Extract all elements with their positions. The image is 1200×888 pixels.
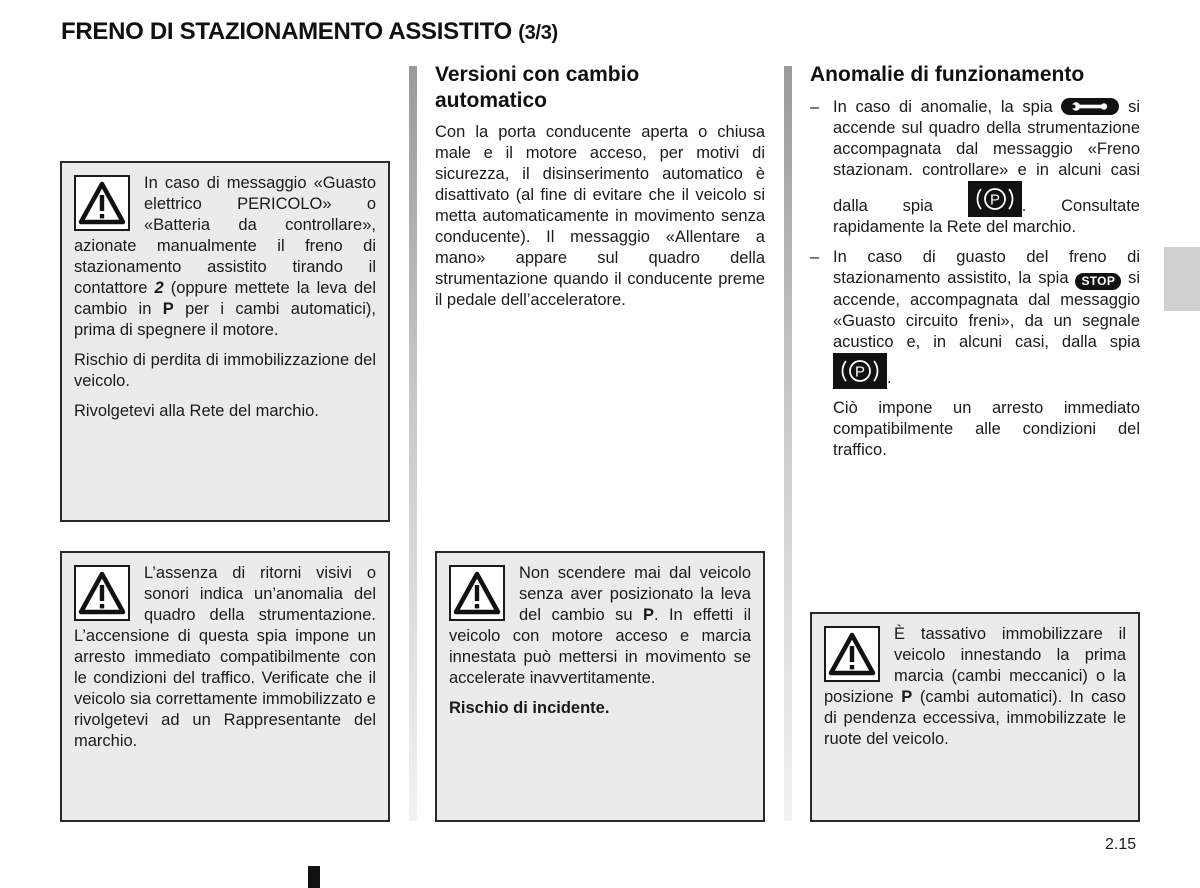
warning-box-leave-vehicle	[435, 551, 765, 822]
warning-text: Non scendere mai dal veicolo senza aver posizionato la leva del cambio su P. In effetti il veicolo con motore acceso e marcia innestata può mettersi in movimento se accelerate inavvertitamente.	[449, 564, 751, 687]
warning-triangle-icon	[74, 175, 130, 231]
warning-text: In caso di messaggio «Guasto elettrico PERICOLO» o «Batteria da controllare», azionate manualmente il freno di stazionamento assistito tirando il contattore 2 (oppure mettete la leva del cambio in P per i cambi automatici), prima di spegnere il motore.	[74, 174, 376, 339]
page-title-suffix: (3/3)	[518, 22, 558, 44]
anomalies-list	[810, 97, 1140, 470]
section-heading-automatic: Versioni con cambio automatico	[435, 63, 640, 112]
warning-text: Rischio di perdita di immobilizzazione del veicolo.	[74, 351, 376, 390]
list-item: – In caso di anomalie, la spia si accende sul quadro della strumentazione accompagnata dal messaggio «Freno stazionam. controllare» e in alcuni casi dalla spia P . Consultate rapidamente la Rete del marchio.	[810, 98, 1140, 236]
page-number: 2.15	[1105, 836, 1137, 853]
warning-triangle-icon	[74, 565, 130, 621]
warning-box-instrument-fault	[60, 551, 390, 822]
list-item: – In caso di guasto del freno di stazionamento assistito, la spia STOP si accende, accompagnata dal messaggio «Guasto circuito freni», da un segnale acustico e, in alcuni casi, dalla spia P . Ciò impone un arresto immediato compatibilmente alle condizioni del traffico.	[810, 248, 1141, 459]
chapter-tab	[1164, 247, 1200, 311]
warning-text: Rivolgetevi alla Rete del marchio.	[74, 402, 319, 420]
wrench-warning-light-icon	[1061, 98, 1119, 115]
warning-text: L’assenza di ritorni visivi o sonori indica un’anomalia del quadro della strumentazione. L’accensione di questa spia impone un arresto immediato compatibilmente con le condizioni del traffico. Verificate che il veicolo sia correttamente immobilizzato e rivolgetevi ad un Rappresentante del marchio.	[74, 564, 376, 750]
warning-box-immobilize	[810, 612, 1140, 822]
parking-brake-warning-light-icon	[833, 353, 887, 389]
automatic-paragraph: Con la porta conducente aperta o chiusa male e il motore acceso, per motivi di sicurezza, il disinserimento automatico è disattivato (al fine di evitare che il veicolo si metta automaticamente in movimento senza conducente). Il messaggio «Allentare a mano» appare sul quadro della strumentazione quando il conducente preme il pedale dell’acceleratore.	[435, 123, 765, 309]
warning-text: È tassativo immobilizzare il veicolo innestando la prima marcia (cambi meccanici) o la posizione P (cambi automatici). In caso di pendenza eccessiva, immobilizzate le ruote del veicolo.	[824, 625, 1126, 748]
warning-triangle-icon	[824, 626, 880, 682]
svg-text:P: P	[989, 191, 1000, 209]
warning-text-bold: Rischio di incidente.	[449, 699, 610, 717]
stop-warning-light-icon: STOP	[1075, 273, 1121, 290]
warning-triangle-icon	[449, 565, 505, 621]
warning-box-electrical-fault	[60, 161, 390, 522]
column-divider-bar	[784, 66, 792, 821]
print-mark	[308, 866, 320, 888]
page-title: FRENO DI STAZIONAMENTO ASSISTITO (3/3)	[61, 18, 558, 45]
section-heading-anomalies: Anomalie di funzionamento	[810, 63, 1085, 86]
parking-brake-warning-light-icon	[968, 181, 1022, 217]
svg-text:P: P	[854, 363, 866, 381]
column-divider-bar	[409, 66, 417, 821]
